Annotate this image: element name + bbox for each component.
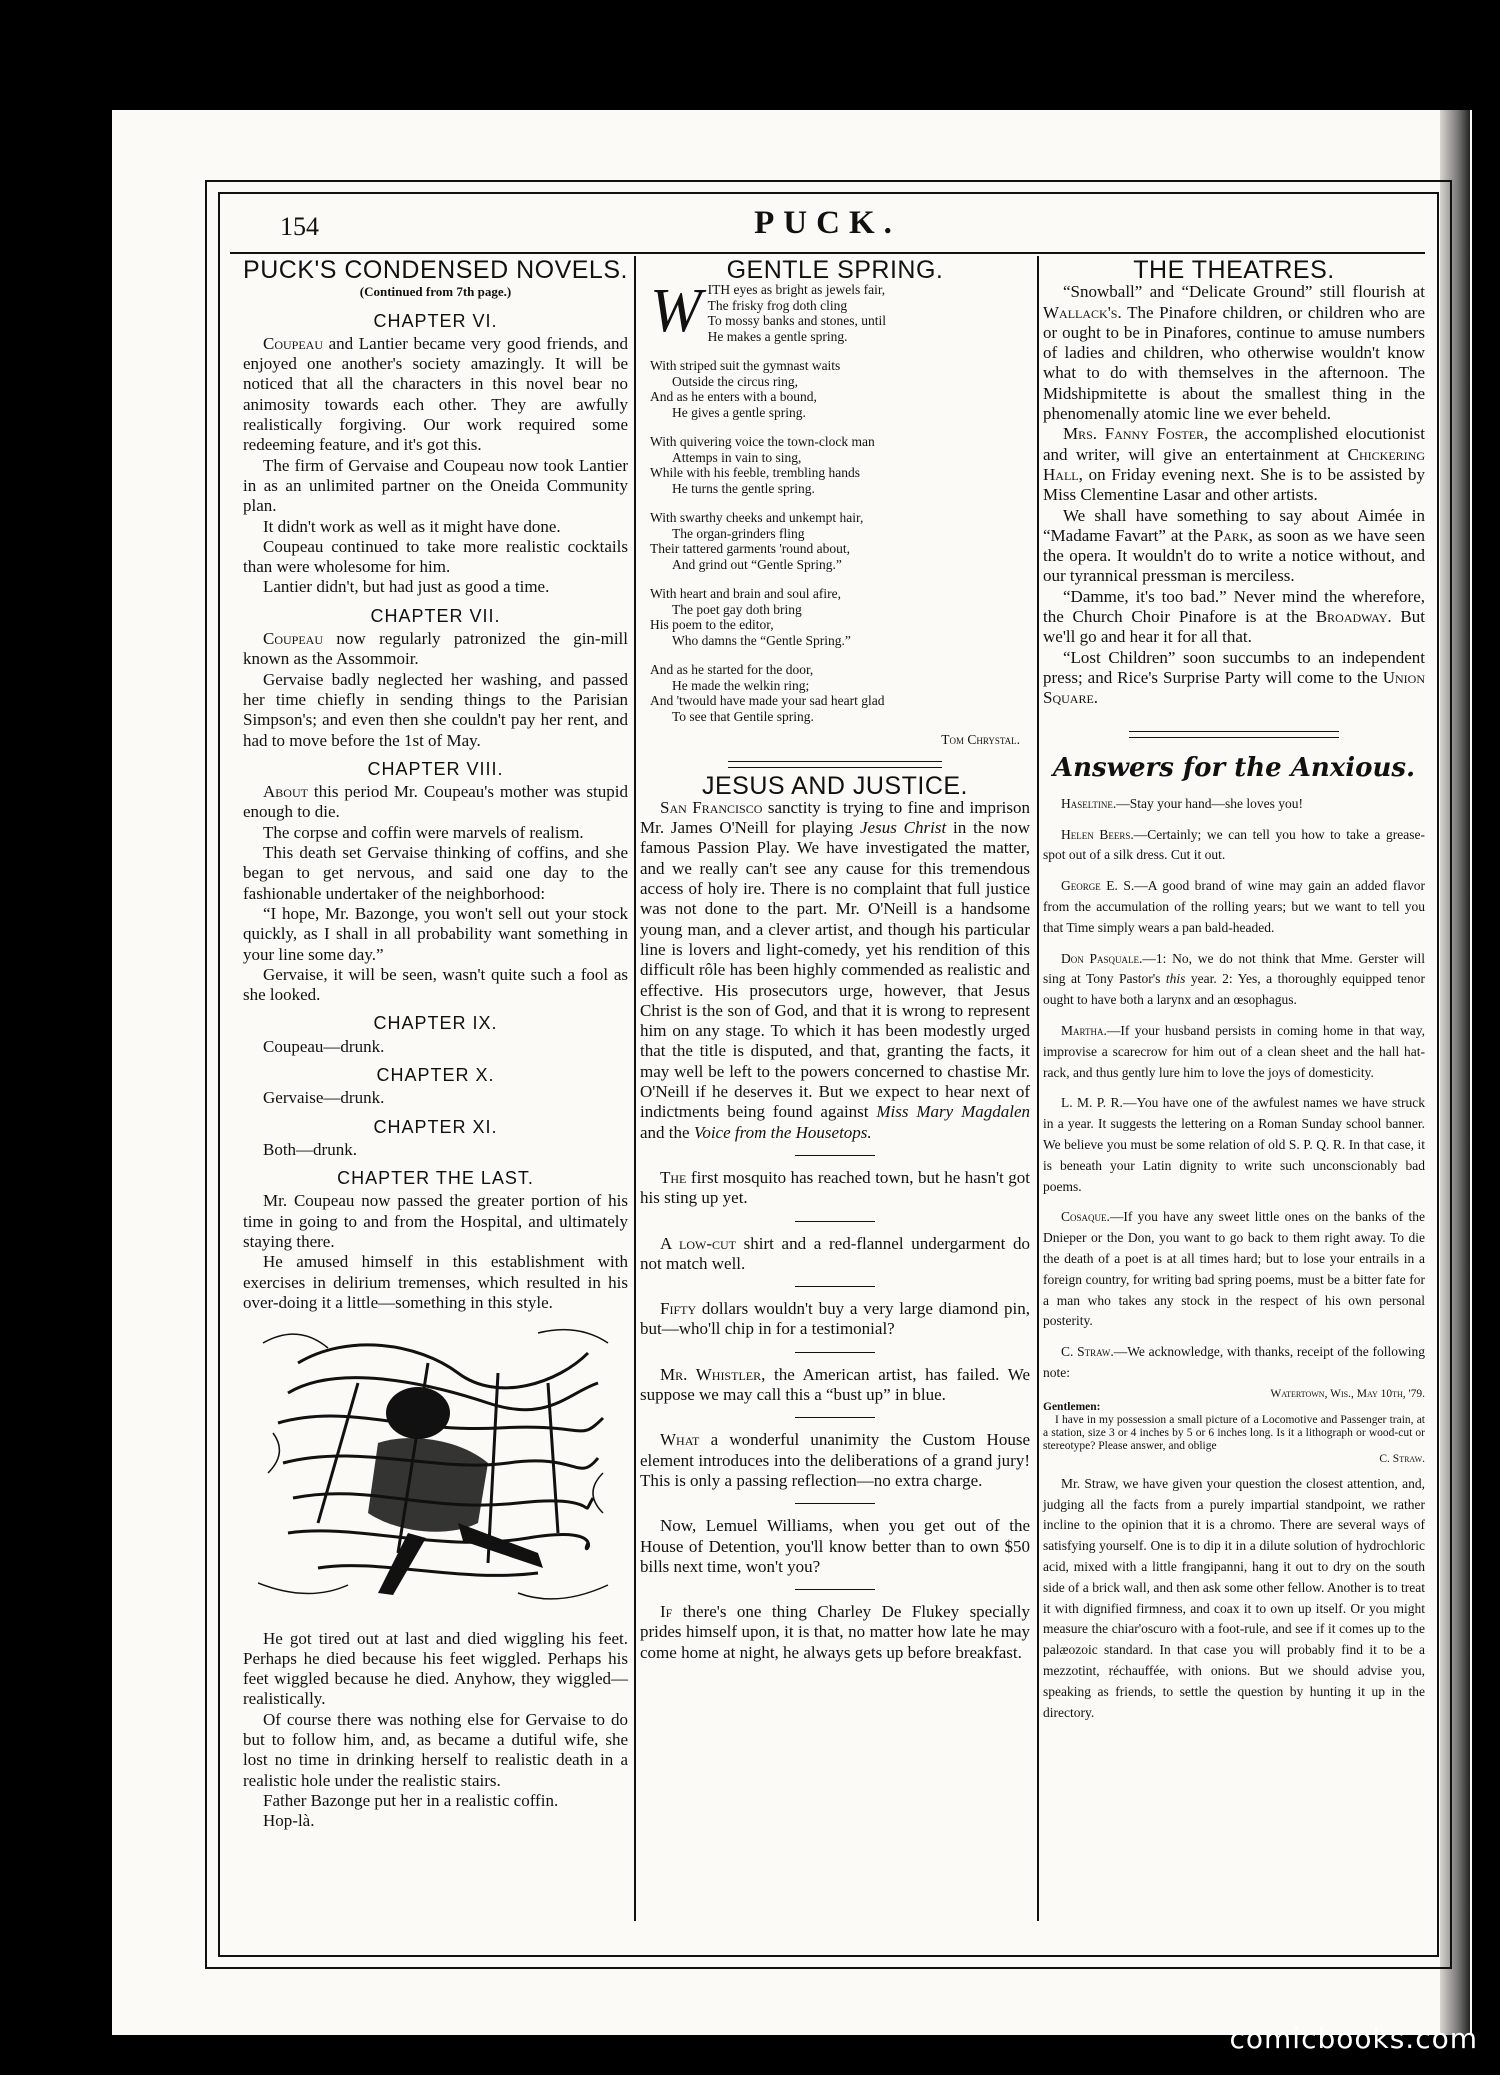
answer-item: C. Straw.—We acknowledge, with thanks, receipt of the following note:: [1043, 1344, 1425, 1380]
paragraph: Lantier didn't, but had just as good a time.: [263, 577, 550, 597]
column-divider-2: [1037, 256, 1039, 1921]
paragraph: Both—drunk.: [263, 1139, 357, 1159]
article-title: THE THEATRES.: [1133, 256, 1335, 284]
paragraph: “Damme, it's too bad.” Never mind the wherefore, the Church Choir Pinafore is at the Broadway. But we'll go and hear it for all that.: [1043, 586, 1425, 647]
item-rule: [795, 1589, 875, 1590]
chapter-heading: CHAPTER VI.: [373, 310, 498, 331]
stanza-1: W ITH eyes as bright as jewels fair, The frisky frog doth cling To mossy banks and stones, until He makes a gentle spring.: [650, 277, 886, 346]
paragraph: It didn't work as well as it might have done.: [263, 516, 561, 536]
poem-signature: Tom Chrystal.: [941, 732, 1020, 748]
header-rule: [230, 252, 1425, 254]
paragraph: Of course there was nothing else for Gervaise to do but to follow him, and, as became a dutiful wife, she lost no time in drinking herself to realistic death in a realistic hole under the realistic stairs.: [243, 1709, 628, 1790]
stanza-4: With swarthy cheeks and unkempt hair, The organ-grinders fling Their tattered garments 'round about, And grind out “Gentle Spring.”: [650, 510, 864, 572]
answer-item: Cosaque.—If you have any sweet little ones on the banks of the Dnieper or the Don, you want to go back to them right away. To die the death of a poet is at all times hard; but to lose your entrails in a foreign country, for writing bad spring poems, must be a bitter fate for a man who takes any stock in the respect of his own personal posterity.: [1043, 1209, 1425, 1329]
paragraph: The corpse and coffin were marvels of realism.: [263, 822, 584, 842]
paragraph: Gervaise—drunk.: [263, 1088, 385, 1108]
item-rule: [795, 1155, 875, 1156]
paragraph: Coupeau continued to take more realistic cocktails than were wholesome for him.: [243, 536, 628, 577]
paragraph: Now, Lemuel Williams, when you get out of the House of Detention, you'll know better than to own $50 bills next time, won't you?: [640, 1516, 1030, 1576]
item-rule: [795, 1221, 875, 1222]
answers-title: Answers for the Anxious.: [1052, 752, 1416, 783]
paragraph: He got tired out at last and died wiggling his feet. Perhaps he died because his feet wiggled. Perhaps his feet wiggled because he died. Anyhow, they wiggled—realistically.: [243, 1628, 628, 1709]
item-rule: [795, 1352, 875, 1353]
stanza-3: With quivering voice the town-clock man Attemps in vain to sing, While with his feeble, trembling hands He turns the gentle spring.: [650, 434, 875, 496]
answer-item: Don Pasquale.—1: No, we do not think that Mme. Gerster will sing at Tony Pastor's this year. 2: Yes, a thoroughly equipped tenor ought to have both a larynx and an œsophagus.: [1043, 950, 1426, 1008]
stanza-6: And as he started for the door, He made the welkin ring; And 'twould have made your sad heart glad To see that Gentile spring.: [650, 662, 885, 724]
paragraph: “Snowball” and “Delicate Ground” still flourish at Wallack's. The Pinafore children, or children who are or ought to be in Pinafores, continue to amuse numbers of ladies and children, who otherwise wouldn't know what to do with themselves in the afternoon. The Midshipmitette is about the smallest thing in the phenomenally atomic line we ever beheld.: [1043, 282, 1425, 424]
paragraph: Coupeau now regularly patronized the gin-mill known as the Assommoir.: [243, 629, 628, 669]
paragraph: What a wonderful unanimity the Custom House element introduces into the deliberations of a grand jury! This is only a passing reflection—no extra charge.: [640, 1430, 1030, 1490]
paragraph: Coupeau—drunk.: [263, 1036, 385, 1056]
column-gentle-spring: [640, 258, 1030, 1663]
answer-item: George E. S.—A good brand of wine may gain an added flavor from the accumulation of the rolling years; but we want to tell you that Time simply wears a pan bald-headed.: [1043, 878, 1425, 935]
page-number: 154: [280, 212, 319, 241]
paragraph: The firm of Gervaise and Coupeau now took Lantier in as an unlimited partner on the Oneida Community plan.: [243, 455, 628, 516]
item-rule: [795, 1286, 875, 1287]
paragraph: Hop-là.: [263, 1811, 315, 1831]
section-rule: [1129, 731, 1339, 738]
stanza-5: With heart and brain and soul afire, The poet gay doth bring His poem to the editor, Who damns the “Gentle Spring.”: [650, 586, 851, 648]
stanza-2: With striped suit the gymnast waits Outside the circus ring, And as he enters with a bound, He gives a gentle spring.: [650, 358, 841, 420]
answer-item: Martha.—If your husband persists in coming home in that way, improvise a scarecrow for him out of a clean sheet and the hall hat-rack, and thus gently lure him to love the joys of domesticity.: [1043, 1023, 1425, 1080]
paragraph: Mrs. Fanny Foster, the accomplished elocutionist and writer, will give an entertainment at Chickering Hall, on Friday evening next. She is to be assisted by Miss Clementine Lasar and other artists.: [1043, 424, 1425, 505]
paragraph: San Francisco sanctity is trying to fine and imprison Mr. James O'Neill for playing Jesus Christ in the now famous Passion Play. We have investigated the matter, and we really can't see any cause for this tremendous access of holy ire. There is no complaint that full justice was not done to the part. Mr. O'Neill is a handsome young man, and a clever artist, and though his particular line is lovers and light-comedy, yet his rendition of this difficult rôle has been highly commended as realistic and effective. His prosecutors urge, however, that Jesus Christ is the son of God, and that it is wrong to represent him on any stage. To which it has been modestly urged that the title is disputed, and that, granting the facts, it may well be left to the powers concerned to chastise Mr. O'Neill if he deserves it. But we expect to hear next of indictments being found against Miss Mary Magdalen and the Voice from the Housetops.: [640, 797, 1030, 1142]
poem: [650, 277, 1030, 724]
answer-item: Mr. Straw, we have given your question the closest attention, and, judging all the facts from a purely impartial standpoint, we rather incline to the opinion that it is a chromo. There are several ways of satisfying yourself. One is to dip it in a dilute solution of hydrochloric acid, mixed with a little frangipanni, hang it out to dry on the south side of a brick wall, and then ask some other fellow. Another is to treat it with dignified firmness, and coax it to own up itself. Or you might measure the chiar'oscuro with a foot-rule, and see if it comes up to the palæozoic standard. In that case you will probably find it to be a mezzotint, réchauffée, with onions. But we should advise you, speaking as friends, to settle the question by hunting it up in the directory.: [1043, 1475, 1425, 1720]
chapter-heading: CHAPTER VIII.: [367, 758, 504, 779]
drop-cap: W: [650, 277, 702, 346]
paragraph: Gervaise, it will be seen, wasn't quite such a fool as she looked.: [243, 964, 628, 1005]
answers-list: [1043, 794, 1425, 1723]
paragraph: Fifty dollars wouldn't buy a very large diamond pin, but—who'll chip in for a testimonial?: [640, 1299, 1030, 1339]
article-subtitle: (Continued from 7th page.): [359, 284, 512, 300]
chapter-heading: CHAPTER X.: [376, 1064, 495, 1085]
answer-item: Haseltine.—Stay your hand—she loves you!: [1061, 795, 1304, 811]
paragraph: He amused himself in this establishment with exercises in delirium tremenses, which resulted in his over-doing it a little—something in this style.: [243, 1252, 628, 1312]
article-title: JESUS AND JUSTICE.: [702, 771, 968, 800]
chapter-heading: CHAPTER XI.: [373, 1116, 498, 1137]
chapter-heading: CHAPTER IX.: [373, 1013, 498, 1034]
paragraph: Mr. Whistler, the American artist, has failed. We suppose we may call this a “bust up” in blue.: [640, 1364, 1030, 1405]
paragraph: Mr. Coupeau now passed the greater portion of his time in going to and from the Hospital, and ultimately staying there.: [243, 1191, 628, 1252]
paragraph: A low-cut shirt and a red-flannel undergarment do not match well.: [640, 1233, 1030, 1273]
chapter-heading: CHAPTER THE LAST.: [337, 1168, 534, 1189]
answer-item: L. M. P. R.—You have one of the awfulest names we have struck in a year. It suggests the lettering on a Roman Sunday school banner. We believe you must be some relation of old S. P. Q. R. In that case, it is beneath your Latin dignity to write such unconscionably bad poems.: [1043, 1095, 1425, 1194]
paragraph: Gervaise badly neglected her washing, and passed her time chiefly in sending things to the Parisian Simpson's; and even then she couldn't pay her rent, and had to move before the 1st of May.: [243, 669, 628, 750]
watermark: comicbooks.com: [1229, 2022, 1478, 2055]
delirium-illustration: [258, 1323, 613, 1613]
paragraph: The first mosquito has reached town, but he hasn't got his sting up yet.: [640, 1167, 1030, 1208]
paragraph: If there's one thing Charley De Flukey specially prides himself upon, it is that, no matter how late he may come home at night, he always gets up before breakfast.: [640, 1602, 1030, 1662]
paragraph: Father Bazonge put her in a realistic coffin.: [263, 1790, 559, 1810]
poem-title: GENTLE SPRING.: [726, 256, 944, 284]
column-theatres: [1043, 258, 1425, 1733]
quoted-letter: Watertown, Wis., May 10th, '79. Gentlemen: I have in my possession a small picture of a Locomotive and Passenger train, at a station, size 3 or 4 inches by 5 or 6 inches long. Is it a lithograph or wood-cut or stereotype? Please answer, and oblige C. Straw.: [1043, 1387, 1425, 1465]
section-rule: [728, 761, 943, 768]
paragraph: “I hope, Mr. Bazonge, you won't sell out your stock quickly, as I shall in all probability want something in your line some day.”: [243, 903, 628, 964]
item-rule: [795, 1503, 875, 1504]
paragraph: This death set Gervaise thinking of coffins, and she began to get nervous, and said one day to the fashionable undertaker of the neighborhood:: [243, 843, 628, 903]
paragraph: “Lost Children” soon succumbs to an independent press; and Rice's Surprise Party will come to the Union Square.: [1043, 647, 1425, 708]
masthead: PUCK.: [754, 205, 901, 241]
paragraph: We shall have something to say about Aimée in “Madame Favart” at the Park, as soon as we have seen the opera. It wouldn't do to write a notice without, and our tyrannical pressman is merciless.: [1043, 505, 1425, 586]
answer-item: Helen Beers.—Certainly; we can tell you how to take a grease-spot out of a silk dress. Cut it out.: [1043, 826, 1426, 863]
article-title: PUCK'S CONDENSED NOVELS.: [243, 256, 628, 284]
chapter-heading: CHAPTER VII.: [370, 605, 501, 626]
column-condensed-novels: [243, 258, 628, 1832]
page-header: [230, 205, 1425, 250]
column-divider-1: [634, 256, 636, 1921]
paragraph: Coupeau and Lantier became very good friends, and enjoyed one another's society amazingly. It will be noticed that all the characters in this novel bear no animosity towards each other. They are awfully realistically forgiving. Our work required some redeeming feature, and it's got this.: [243, 333, 628, 455]
item-rule: [795, 1417, 875, 1418]
paragraph: About this period Mr. Coupeau's mother was stupid enough to die.: [243, 782, 628, 822]
